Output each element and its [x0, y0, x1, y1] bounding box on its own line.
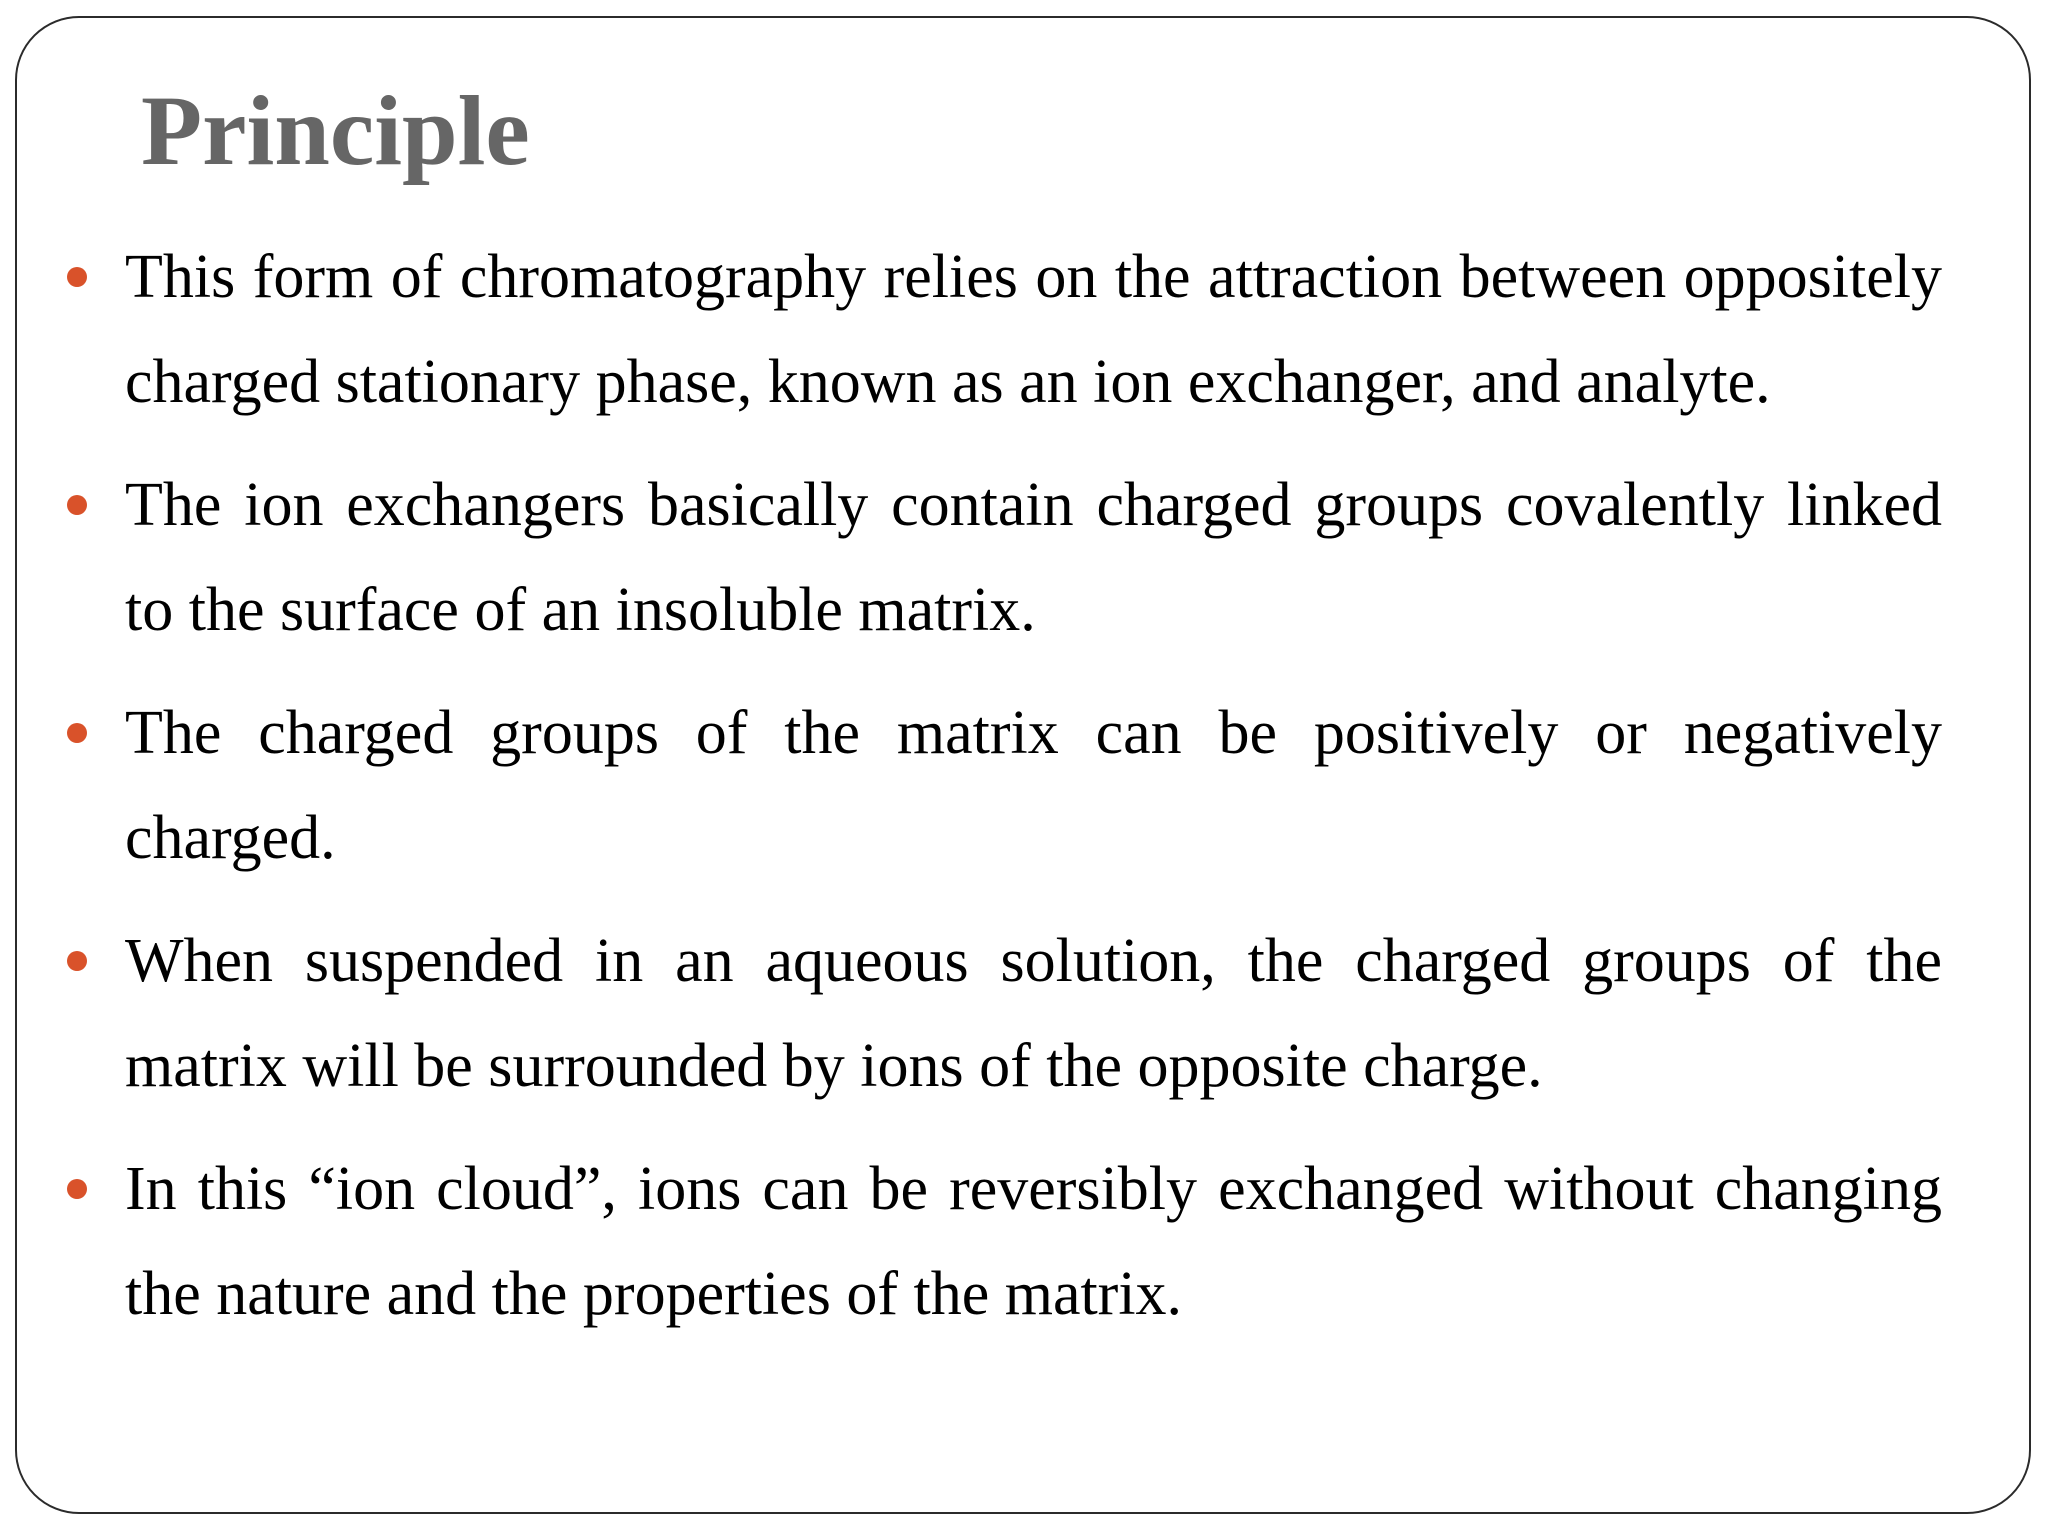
bullet-text: In this “ion cloud”, ions can be reversibly exchanged without changing the nature and the properties of the matrix.: [125, 1155, 1942, 1328]
bullet-item: [67, 453, 1942, 663]
bullet-text: This form of chromatography relies on the attraction between oppositely charged stationary phase, known as an ion exchanger, and analyte.: [125, 243, 1942, 416]
bullet-dot-icon: [67, 1179, 87, 1199]
bullet-text: The charged groups of the matrix can be positively or negatively charged.: [125, 699, 1942, 872]
bullet-dot-icon: [67, 267, 87, 287]
bullet-item: [67, 225, 1942, 435]
bullet-item: [67, 1137, 1942, 1347]
slide-frame: [15, 16, 2031, 1514]
bullet-dot-icon: [67, 951, 87, 971]
bullet-text: When suspended in an aqueous solution, the charged groups of the matrix will be surrounded by ions of the opposite charge.: [125, 927, 1942, 1100]
bullet-dot-icon: [67, 723, 87, 743]
bullet-item: [67, 681, 1942, 891]
slide-title: Principle: [141, 75, 530, 186]
bullet-text: The ion exchangers basically contain charged groups covalently linked to the surface of an insoluble matrix.: [125, 471, 1942, 644]
bullet-dot-icon: [67, 495, 87, 515]
bullet-item: [67, 909, 1942, 1119]
bullet-list: [67, 225, 1942, 1365]
